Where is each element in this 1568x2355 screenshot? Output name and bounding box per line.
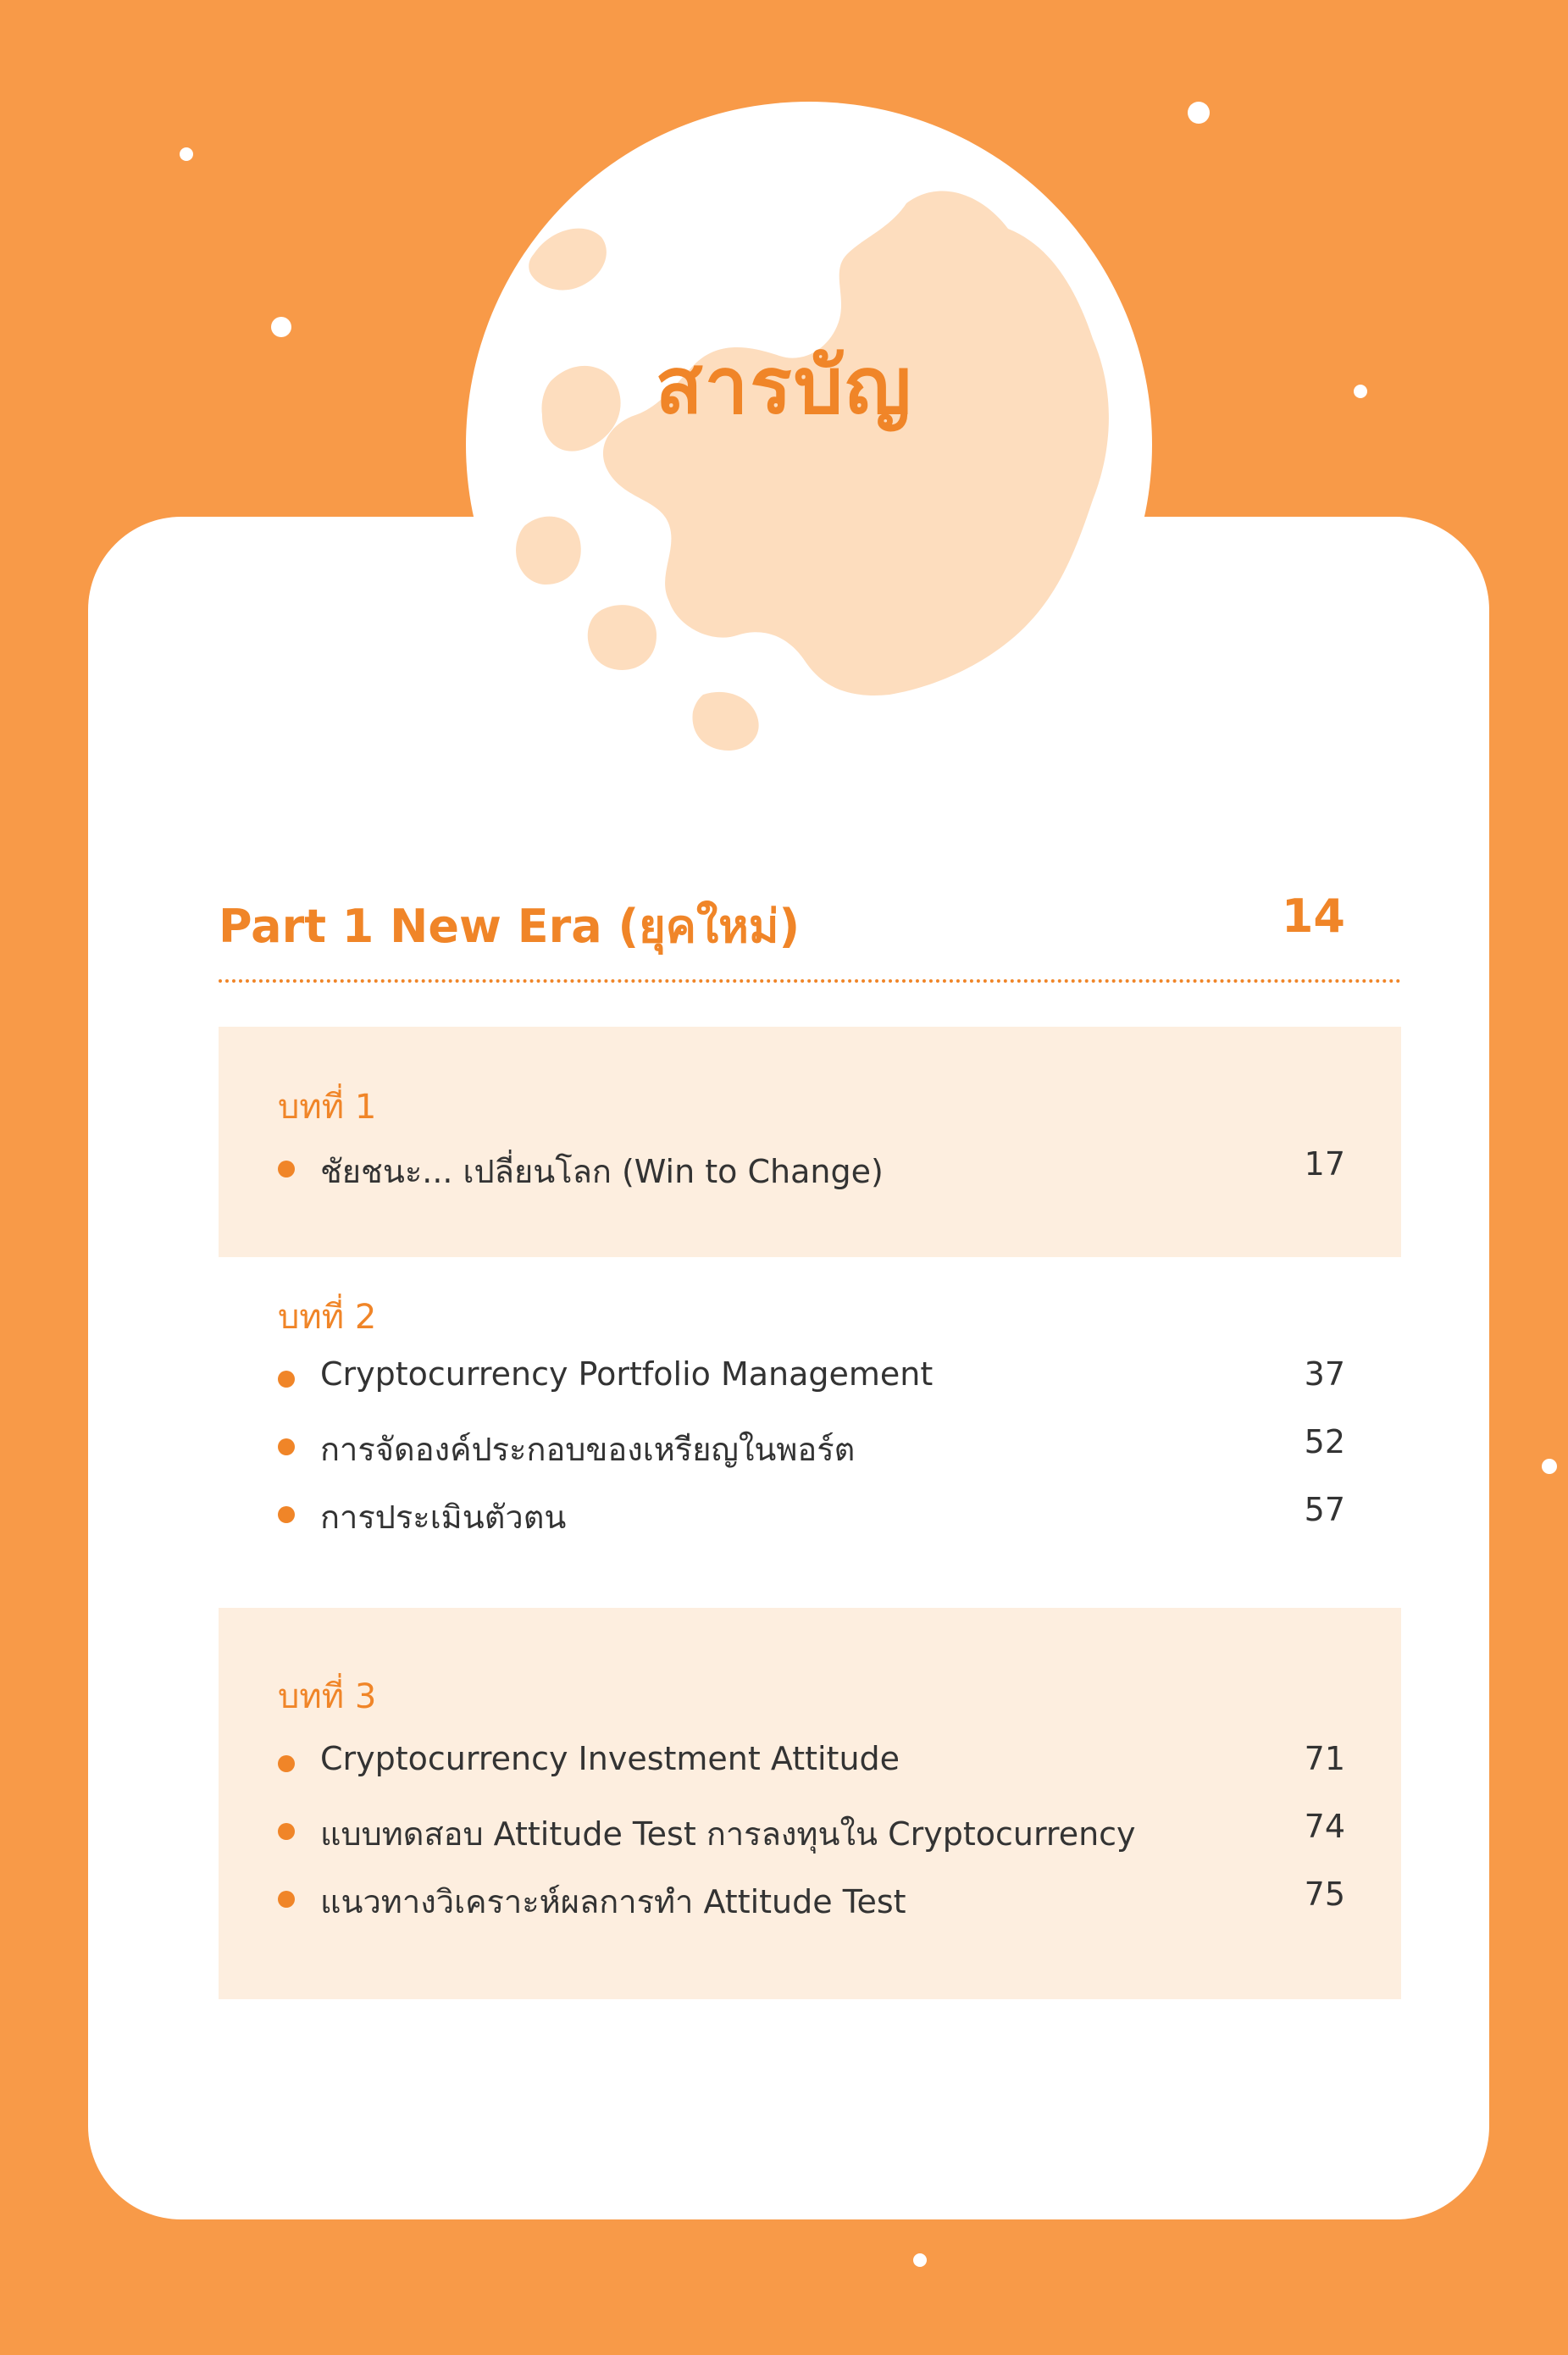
entry-title: ชัยชนะ... เปลี่ยนโลก (Win to Change) — [320, 1153, 884, 1190]
entry-page-number: 17 — [1304, 1145, 1345, 1183]
chapter-label: บทที่ 3 — [278, 1677, 377, 1716]
moon-illustration — [466, 102, 1152, 788]
entry-page-number: 57 — [1304, 1491, 1345, 1528]
entry-page-number: 75 — [1304, 1876, 1345, 1913]
star-icon — [180, 147, 193, 161]
bullet-icon — [278, 1506, 295, 1523]
entry-title: การจัดองค์ประกอบของเหรียญในพอร์ต — [320, 1431, 856, 1468]
toc-entry[interactable] — [278, 1423, 1345, 1471]
toc-entry[interactable] — [278, 1145, 1345, 1193]
bullet-icon — [278, 1755, 295, 1772]
entry-page-number: 52 — [1304, 1423, 1345, 1460]
entry-title: แบบทดสอบ Attitude Test การลงทุนใน Cryptocurrency — [320, 1815, 1136, 1853]
dotted-divider — [219, 979, 1401, 983]
toc-entry[interactable] — [278, 1876, 1345, 1923]
chapter-label: บทที่ 2 — [278, 1298, 377, 1337]
star-icon — [1542, 1459, 1557, 1474]
chapter-section — [219, 1027, 1401, 1257]
part-page-number: 14 — [1281, 889, 1345, 943]
toc-entry[interactable] — [278, 1355, 1345, 1403]
star-icon — [1188, 102, 1210, 124]
entry-title: การประเมินตัวตน — [320, 1499, 567, 1536]
chapter-section — [219, 1257, 1401, 1608]
toc-entry[interactable] — [278, 1491, 1345, 1538]
star-icon — [913, 2253, 927, 2267]
toc-entry[interactable] — [278, 1808, 1345, 1855]
entry-page-number: 74 — [1304, 1808, 1345, 1845]
entry-page-number: 37 — [1304, 1355, 1345, 1393]
entry-title: แนวทางวิเคราะห์ผลการทำ Attitude Test — [320, 1883, 906, 1920]
part-heading — [219, 889, 1345, 953]
bullet-icon — [278, 1161, 295, 1178]
entry-title: Cryptocurrency Portfolio Management — [320, 1355, 934, 1393]
entry-title: Cryptocurrency Investment Attitude — [320, 1740, 900, 1777]
bullet-icon — [278, 1891, 295, 1908]
chapter-section — [219, 1608, 1401, 1999]
bullet-icon — [278, 1823, 295, 1840]
entry-page-number: 71 — [1304, 1740, 1345, 1777]
bullet-icon — [278, 1371, 295, 1388]
part-title: Part 1 New Era (ยุคใหม่) — [219, 900, 801, 953]
toc-entry[interactable] — [278, 1740, 1345, 1787]
bullet-icon — [278, 1438, 295, 1455]
star-icon — [271, 317, 291, 337]
page-title: สารบัญ — [655, 341, 913, 431]
chapter-label: บทที่ 1 — [278, 1088, 377, 1127]
